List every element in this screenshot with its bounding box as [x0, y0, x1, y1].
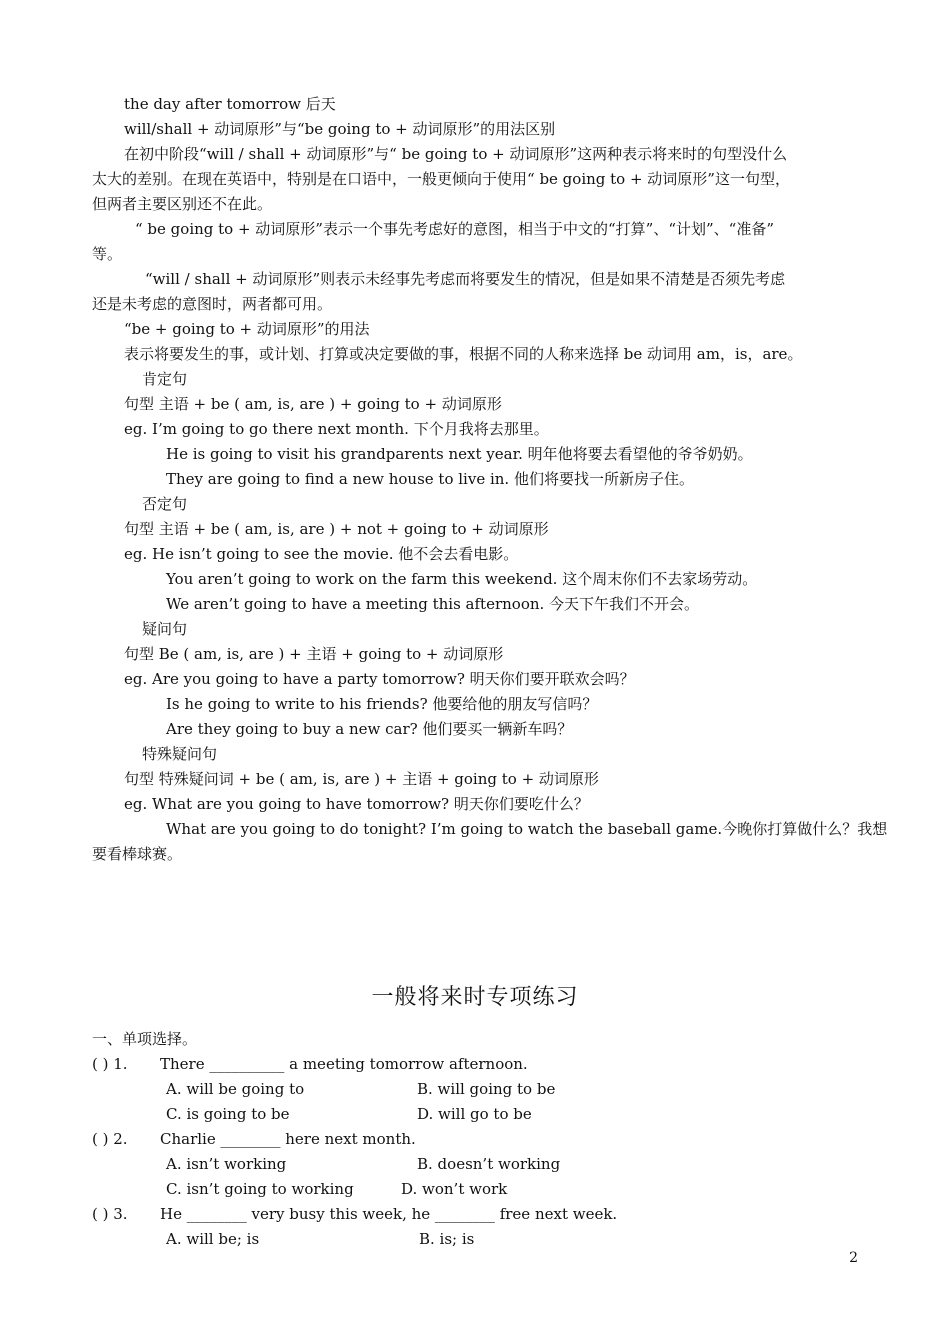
- option-b: B. doesn’t working: [417, 1155, 561, 1173]
- option-a: A. will be; is: [166, 1230, 260, 1248]
- text-line: 但两者主要区别还不在此。: [92, 195, 273, 213]
- text-line: will/shall + 动词原形”与“be going to + 动词原形”的用法区别: [124, 120, 556, 138]
- text-line: 等。: [92, 245, 123, 263]
- option-d: D. will go to be: [417, 1105, 532, 1123]
- text-line: “ be going to + 动词原形”表示一个事先考虑好的意图，相当于中文的“打算”、“计划”、“准备”: [135, 220, 774, 238]
- option-b: B. will going to be: [417, 1080, 556, 1098]
- subheading-negative: 否定句: [142, 495, 188, 513]
- subheading-affirmative: 肯定句: [142, 370, 188, 388]
- section-heading: “be + going to + 动词原形”的用法: [124, 320, 370, 338]
- option-a: A. will be going to: [166, 1080, 305, 1098]
- option-d: D. won’t work: [401, 1180, 508, 1198]
- sentence-pattern: 句型 Be ( am, is, are ) + 主语 + going to + 动词原形: [124, 645, 504, 663]
- example-line: They are going to find a new house to live in. 他们将要找一所新房子住。: [166, 470, 694, 488]
- section-label: 一、单项选择。: [92, 1030, 198, 1048]
- text-line: the day after tomorrow 后天: [124, 95, 336, 113]
- option-b: B. is; is: [419, 1230, 475, 1248]
- example-line: 要看棒球赛。: [92, 845, 183, 863]
- sentence-pattern: 句型 特殊疑问词 + be ( am, is, are ) + 主语 + going to + 动词原形: [124, 770, 599, 788]
- text-line: 太大的差别。在现在英语中，特别是在口语中，一般更倾向于使用“ be going to + 动词原形”这一句型，: [92, 170, 790, 188]
- example-line: What are you going to do tonight? I’m going to watch the baseball game.今晚你打算做什么？我想: [166, 820, 888, 838]
- answer-bracket[interactable]: ( ) 1.: [92, 1055, 128, 1073]
- subheading-interrogative: 疑问句: [142, 620, 188, 638]
- answer-bracket[interactable]: ( ) 2.: [92, 1130, 128, 1148]
- example-line: eg. He isn’t going to see the movie. 他不会去看电影。: [124, 545, 519, 563]
- text-line: 还是未考虑的意图时，两者都可用。: [92, 295, 333, 313]
- option-c: C. is going to be: [166, 1105, 290, 1123]
- example-line: eg. Are you going to have a party tomorrow? 明天你们要开联欢会吗？: [124, 670, 635, 688]
- option-a: A. isn’t working: [166, 1155, 287, 1173]
- example-line: Is he going to write to his friends? 他要给他的朋友写信吗？: [166, 695, 598, 713]
- question-stem: Charlie ________ here next month.: [160, 1130, 416, 1148]
- sentence-pattern: 句型 主语 + be ( am, is, are ) + not + going to + 动词原形: [124, 520, 549, 538]
- example-line: Are they going to buy a new car? 他们要买一辆新车吗？: [166, 720, 573, 738]
- example-line: You aren’t going to work on the farm this weekend. 这个周末你们不去家场劳动。: [166, 570, 758, 588]
- question-stem: He ________ very busy this week, he ________ free next week.: [160, 1205, 618, 1223]
- example-line: eg. I’m going to go there next month. 下个月我将去那里。: [124, 420, 549, 438]
- text-line: “will / shall + 动词原形”则表示未经事先考虑而将要发生的情况，但是如果不清楚是否须先考虑: [145, 270, 786, 288]
- page-number: 2: [849, 1250, 858, 1266]
- text-line: 在初中阶段“will / shall + 动词原形”与“ be going to + 动词原形”这两种表示将来时的句型没什么: [124, 145, 788, 163]
- example-line: eg. What are you going to have tomorrow? 明天你们要吃什么？: [124, 795, 589, 813]
- answer-bracket[interactable]: ( ) 3.: [92, 1205, 128, 1223]
- option-c: C. isn’t going to working: [166, 1180, 354, 1198]
- exercise-title: 一般将来时专项练习: [371, 985, 579, 1010]
- example-line: He is going to visit his grandparents next year. 明年他将要去看望他的爷爷奶奶。: [166, 445, 753, 463]
- question-stem: There __________ a meeting tomorrow afternoon.: [160, 1055, 528, 1073]
- text-line: 表示将要发生的事，或计划、打算或决定要做的事，根据不同的人称来选择 be 动词用 am，is，are。: [124, 345, 803, 363]
- subheading-wh-question: 特殊疑问句: [142, 745, 218, 763]
- sentence-pattern: 句型 主语 + be ( am, is, are ) + going to + 动词原形: [124, 395, 502, 413]
- example-line: We aren’t going to have a meeting this afternoon. 今天下午我们不开会。: [166, 595, 700, 613]
